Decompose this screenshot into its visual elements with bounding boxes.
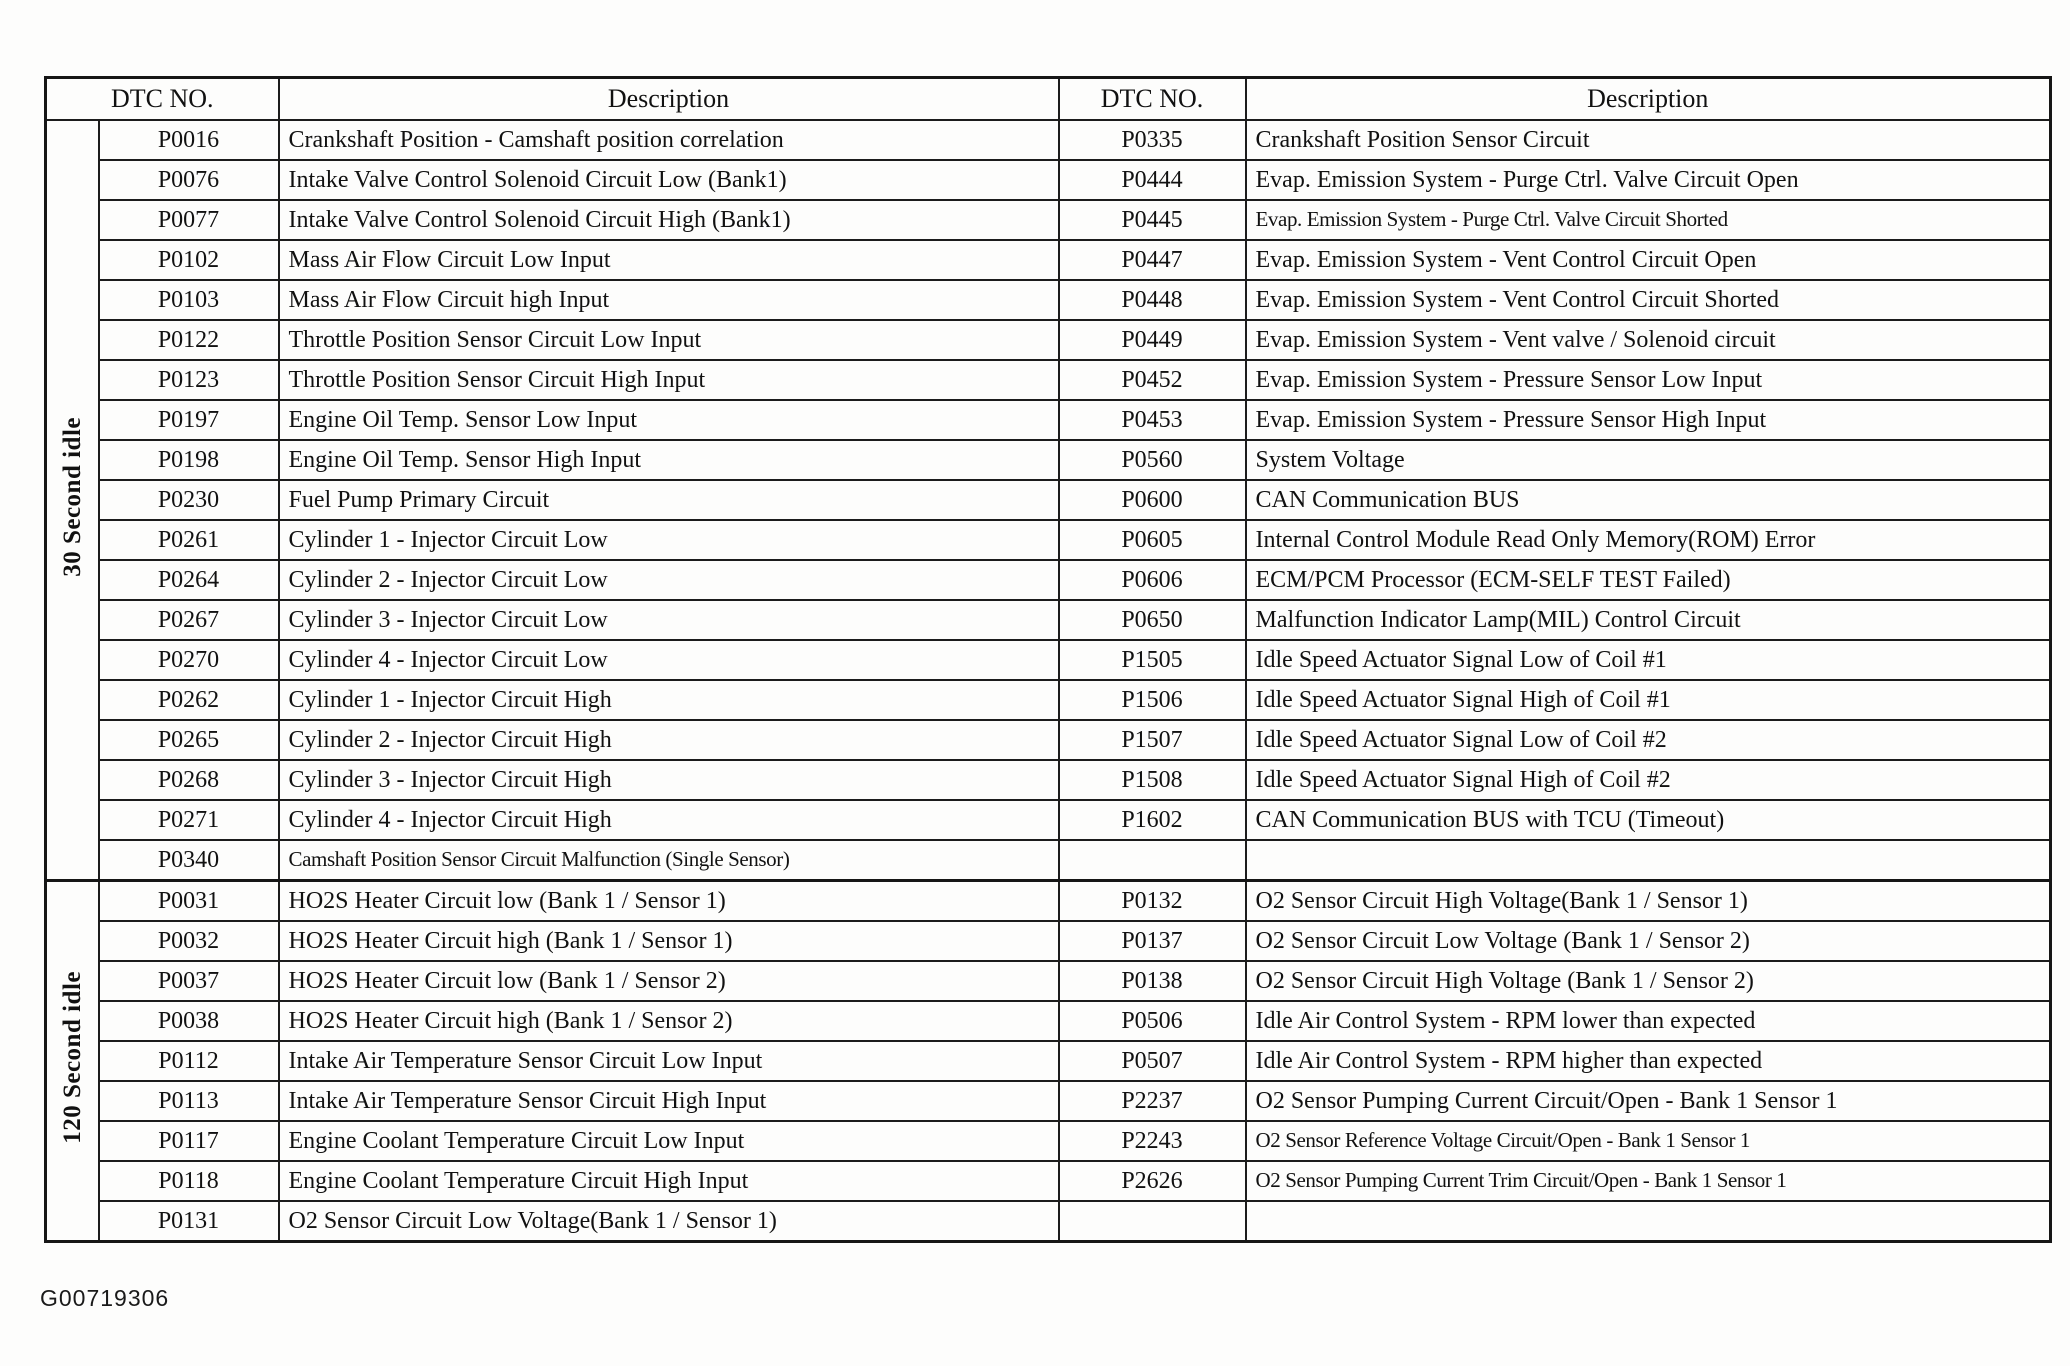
dtc-cell: P0261: [99, 520, 279, 560]
dtc-cell: P0444: [1059, 160, 1246, 200]
dtc-cell: P0230: [99, 480, 279, 520]
dtc-cell: P1505: [1059, 640, 1246, 680]
description-cell: Cylinder 3 - Injector Circuit Low: [279, 600, 1059, 640]
description-cell: Cylinder 2 - Injector Circuit Low: [279, 560, 1059, 600]
table-row: [46, 280, 2051, 320]
description-cell: Fuel Pump Primary Circuit: [279, 480, 1059, 520]
table-row: [46, 400, 2051, 440]
description-cell: Intake Valve Control Solenoid Circuit Low (Bank1): [279, 160, 1059, 200]
table-row: [46, 881, 2051, 922]
description-cell: Evap. Emission System - Purge Ctrl. Valve Circuit Shorted: [1246, 200, 2051, 240]
table-row: [46, 760, 2051, 800]
dtc-cell: [1059, 840, 1246, 881]
description-cell: Camshaft Position Sensor Circuit Malfunction (Single Sensor): [279, 840, 1059, 881]
description-cell: Cylinder 3 - Injector Circuit High: [279, 760, 1059, 800]
dtc-cell: P0560: [1059, 440, 1246, 480]
table-row: [46, 200, 2051, 240]
dtc-cell: P0267: [99, 600, 279, 640]
table-row: [46, 320, 2051, 360]
table-row: [46, 1041, 2051, 1081]
description-cell: CAN Communication BUS: [1246, 480, 2051, 520]
dtc-cell: P0076: [99, 160, 279, 200]
description-cell: Evap. Emission System - Vent valve / Solenoid circuit: [1246, 320, 2051, 360]
table-row: [46, 800, 2051, 840]
dtc-cell: P0122: [99, 320, 279, 360]
description-cell: Intake Air Temperature Sensor Circuit Low Input: [279, 1041, 1059, 1081]
table-row: [46, 120, 2051, 160]
dtc-cell: P2243: [1059, 1121, 1246, 1161]
description-cell: Idle Speed Actuator Signal High of Coil #2: [1246, 760, 2051, 800]
dtc-cell: P0016: [99, 120, 279, 160]
dtc-cell: P0103: [99, 280, 279, 320]
header-description-right: Description: [1246, 78, 2051, 121]
dtc-cell: P0447: [1059, 240, 1246, 280]
description-cell: O2 Sensor Circuit High Voltage(Bank 1 / Sensor 1): [1246, 881, 2051, 922]
dtc-cell: P0445: [1059, 200, 1246, 240]
table-row: [46, 480, 2051, 520]
dtc-cell: P0102: [99, 240, 279, 280]
table-row: [46, 1201, 2051, 1242]
table-row: [46, 160, 2051, 200]
dtc-cell: P0605: [1059, 520, 1246, 560]
description-cell: HO2S Heater Circuit high (Bank 1 / Sensor 1): [279, 921, 1059, 961]
dtc-cell: P0198: [99, 440, 279, 480]
description-cell: ECM/PCM Processor (ECM-SELF TEST Failed): [1246, 560, 2051, 600]
table-row: [46, 360, 2051, 400]
description-cell: Idle Speed Actuator Signal High of Coil #1: [1246, 680, 2051, 720]
dtc-cell: P0506: [1059, 1001, 1246, 1041]
dtc-cell: P0038: [99, 1001, 279, 1041]
description-cell: O2 Sensor Pumping Current Trim Circuit/Open - Bank 1 Sensor 1: [1246, 1161, 2051, 1201]
description-cell: O2 Sensor Circuit High Voltage (Bank 1 / Sensor 2): [1246, 961, 2051, 1001]
dtc-cell: P0606: [1059, 560, 1246, 600]
dtc-cell: P0265: [99, 720, 279, 760]
table-row: [46, 1161, 2051, 1201]
dtc-cell: P1602: [1059, 800, 1246, 840]
dtc-cell: P0117: [99, 1121, 279, 1161]
dtc-cell: P0031: [99, 881, 279, 922]
description-cell: [1246, 1201, 2051, 1242]
table-row: [46, 1121, 2051, 1161]
description-cell: Idle Air Control System - RPM higher than expected: [1246, 1041, 2051, 1081]
table-row: [46, 600, 2051, 640]
description-cell: [1246, 840, 2051, 881]
description-cell: Throttle Position Sensor Circuit Low Input: [279, 320, 1059, 360]
table-row: [46, 440, 2051, 480]
description-cell: Evap. Emission System - Pressure Sensor High Input: [1246, 400, 2051, 440]
dtc-cell: P0132: [1059, 881, 1246, 922]
table-row: [46, 560, 2051, 600]
description-cell: Crankshaft Position - Camshaft position correlation: [279, 120, 1059, 160]
description-cell: Engine Coolant Temperature Circuit Low Input: [279, 1121, 1059, 1161]
dtc-cell: P1506: [1059, 680, 1246, 720]
header-row: [46, 78, 2051, 121]
table-row: [46, 720, 2051, 760]
description-cell: Malfunction Indicator Lamp(MIL) Control Circuit: [1246, 600, 2051, 640]
description-cell: System Voltage: [1246, 440, 2051, 480]
description-cell: HO2S Heater Circuit low (Bank 1 / Sensor 2): [279, 961, 1059, 1001]
table-row: [46, 1001, 2051, 1041]
header-description-left: Description: [279, 78, 1059, 121]
description-cell: Evap. Emission System - Vent Control Circuit Shorted: [1246, 280, 2051, 320]
description-cell: Idle Speed Actuator Signal Low of Coil #2: [1246, 720, 2051, 760]
description-cell: Evap. Emission System - Pressure Sensor Low Input: [1246, 360, 2051, 400]
description-cell: Cylinder 2 - Injector Circuit High: [279, 720, 1059, 760]
description-cell: Mass Air Flow Circuit high Input: [279, 280, 1059, 320]
dtc-cell: P0268: [99, 760, 279, 800]
dtc-cell: P0138: [1059, 961, 1246, 1001]
description-cell: Idle Speed Actuator Signal Low of Coil #1: [1246, 640, 2051, 680]
section-label: [46, 120, 99, 881]
dtc-cell: P0197: [99, 400, 279, 440]
description-cell: Evap. Emission System - Vent Control Circuit Open: [1246, 240, 2051, 280]
table-row: [46, 520, 2051, 560]
dtc-table-body: [46, 120, 2051, 1242]
dtc-cell: P0131: [99, 1201, 279, 1242]
header-dtc-right: DTC NO.: [1059, 78, 1246, 121]
description-cell: O2 Sensor Reference Voltage Circuit/Open - Bank 1 Sensor 1: [1246, 1121, 2051, 1161]
section-label: [46, 881, 99, 1242]
description-cell: Cylinder 1 - Injector Circuit Low: [279, 520, 1059, 560]
dtc-cell: [1059, 1201, 1246, 1242]
description-cell: Engine Coolant Temperature Circuit High Input: [279, 1161, 1059, 1201]
figure-id: G00719306: [40, 1285, 170, 1311]
dtc-cell: P0262: [99, 680, 279, 720]
dtc-cell: P0264: [99, 560, 279, 600]
description-cell: HO2S Heater Circuit high (Bank 1 / Sensor 2): [279, 1001, 1059, 1041]
description-cell: Mass Air Flow Circuit Low Input: [279, 240, 1059, 280]
section-label-text: 30 Second idle: [58, 416, 86, 577]
description-cell: Evap. Emission System - Purge Ctrl. Valve Circuit Open: [1246, 160, 2051, 200]
dtc-code-table: [44, 76, 2052, 1243]
table-row: [46, 680, 2051, 720]
table-row: [46, 921, 2051, 961]
dtc-cell: P2626: [1059, 1161, 1246, 1201]
description-cell: O2 Sensor Circuit Low Voltage (Bank 1 / Sensor 2): [1246, 921, 2051, 961]
description-cell: HO2S Heater Circuit low (Bank 1 / Sensor 1): [279, 881, 1059, 922]
dtc-cell: P0123: [99, 360, 279, 400]
description-cell: O2 Sensor Pumping Current Circuit/Open - Bank 1 Sensor 1: [1246, 1081, 2051, 1121]
table-row: [46, 240, 2051, 280]
table-row: [46, 640, 2051, 680]
description-cell: Crankshaft Position Sensor Circuit: [1246, 120, 2051, 160]
dtc-cell: P0448: [1059, 280, 1246, 320]
dtc-cell: P0452: [1059, 360, 1246, 400]
dtc-cell: P0271: [99, 800, 279, 840]
description-cell: Internal Control Module Read Only Memory(ROM) Error: [1246, 520, 2051, 560]
description-cell: Engine Oil Temp. Sensor Low Input: [279, 400, 1059, 440]
dtc-cell: P0650: [1059, 600, 1246, 640]
table-row: [46, 1081, 2051, 1121]
dtc-cell: P0077: [99, 200, 279, 240]
dtc-cell: P1507: [1059, 720, 1246, 760]
description-cell: O2 Sensor Circuit Low Voltage(Bank 1 / Sensor 1): [279, 1201, 1059, 1242]
description-cell: CAN Communication BUS with TCU (Timeout): [1246, 800, 2051, 840]
dtc-cell: P2237: [1059, 1081, 1246, 1121]
description-cell: Throttle Position Sensor Circuit High Input: [279, 360, 1059, 400]
description-cell: Cylinder 4 - Injector Circuit Low: [279, 640, 1059, 680]
dtc-cell: P0453: [1059, 400, 1246, 440]
dtc-cell: P0335: [1059, 120, 1246, 160]
dtc-cell: P0507: [1059, 1041, 1246, 1081]
dtc-cell: P0112: [99, 1041, 279, 1081]
header-dtc-left: DTC NO.: [46, 78, 279, 121]
table-row: [46, 961, 2051, 1001]
section-label-text: 120 Second idle: [58, 971, 86, 1145]
dtc-cell: P1508: [1059, 760, 1246, 800]
dtc-cell: P0449: [1059, 320, 1246, 360]
table-row: [46, 840, 2051, 881]
description-cell: Intake Air Temperature Sensor Circuit High Input: [279, 1081, 1059, 1121]
description-cell: Engine Oil Temp. Sensor High Input: [279, 440, 1059, 480]
description-cell: Cylinder 1 - Injector Circuit High: [279, 680, 1059, 720]
description-cell: Cylinder 4 - Injector Circuit High: [279, 800, 1059, 840]
dtc-cell: P0032: [99, 921, 279, 961]
dtc-cell: P0113: [99, 1081, 279, 1121]
dtc-cell: P0600: [1059, 480, 1246, 520]
dtc-cell: P0340: [99, 840, 279, 881]
dtc-cell: P0137: [1059, 921, 1246, 961]
description-cell: Idle Air Control System - RPM lower than expected: [1246, 1001, 2051, 1041]
dtc-cell: P0270: [99, 640, 279, 680]
dtc-cell: P0118: [99, 1161, 279, 1201]
dtc-cell: P0037: [99, 961, 279, 1001]
description-cell: Intake Valve Control Solenoid Circuit High (Bank1): [279, 200, 1059, 240]
